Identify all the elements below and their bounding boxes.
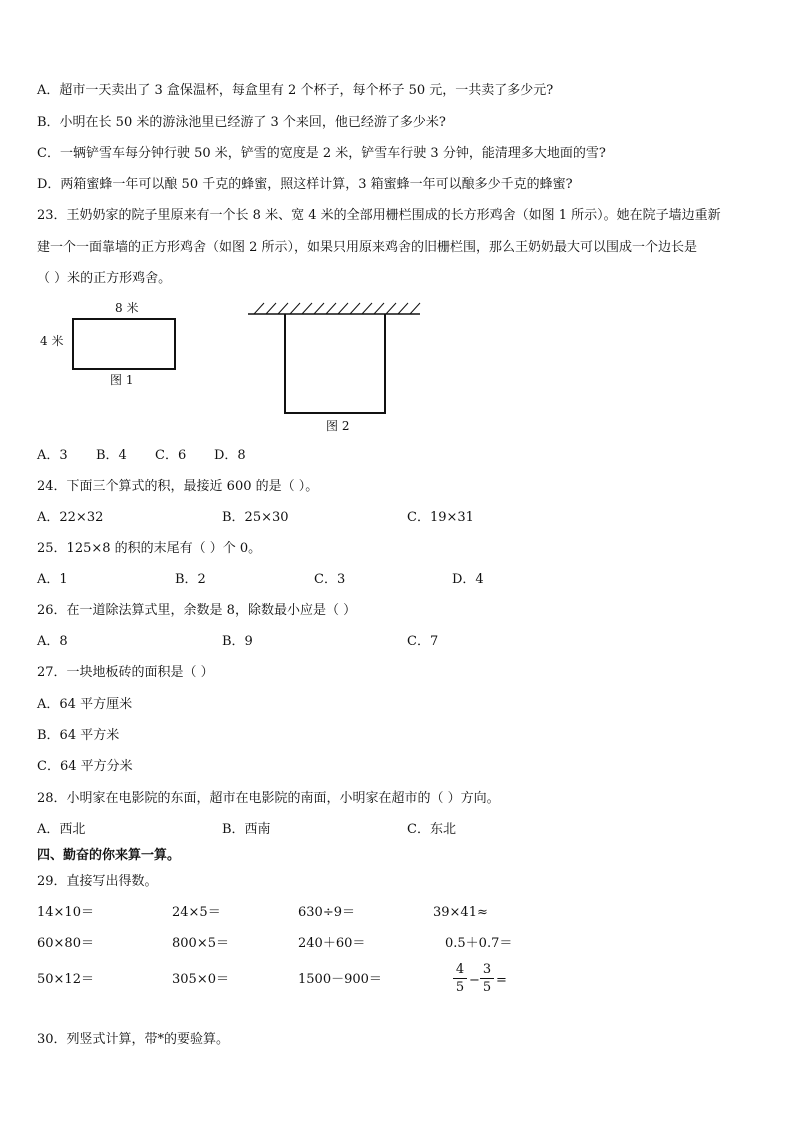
q29-item: 240＋60＝ xyxy=(298,936,366,951)
q25-stem: 25．125×8 的积的末尾有（ ）个 0。 xyxy=(37,541,262,556)
q25-option-d: D．4 xyxy=(452,572,484,587)
q29-item: 630÷9＝ xyxy=(298,905,355,920)
q23-stem-line2: 建一个一面靠墙的正方形鸡舍（如图 2 所示），如果只用原来鸡舍的旧栅栏围，那么王奶奶最大可以围成一个边长是 xyxy=(37,240,698,255)
figure-1 xyxy=(40,298,200,390)
q24-stem: 24．下面三个算式的积，最接近 600 的是（ ）。 xyxy=(37,479,319,494)
q23-option-d: D．8 xyxy=(214,448,246,463)
q27-option-b: B．64 平方米 xyxy=(37,728,120,743)
fig2-wall-square xyxy=(246,300,426,418)
q23-option-c: C．6 xyxy=(155,448,187,463)
fraction-4-5 xyxy=(453,962,467,995)
q25-option-a: A．1 xyxy=(37,572,68,587)
q22-option-d: D．两箱蜜蜂一年可以酿 50 千克的蜂蜜，照这样计算，3 箱蜜蜂一年可以酿多少千克的蜂蜜? xyxy=(37,177,573,192)
q25-option-c: C．3 xyxy=(314,572,346,587)
q29-item: 305×0＝ xyxy=(172,972,229,987)
fig2-caption: 图 2 xyxy=(326,419,350,433)
q28-option-a: A．西北 xyxy=(37,822,86,837)
q25-option-b: B．2 xyxy=(175,572,206,587)
fig1-rectangle xyxy=(72,318,176,370)
fig1-caption: 图 1 xyxy=(110,373,134,387)
q26-option-c: C．7 xyxy=(407,634,439,649)
q26-stem: 26．在一道除法算式里，余数是 8，除数最小应是（ ） xyxy=(37,603,357,618)
denominator: 5 xyxy=(455,980,465,995)
numerator: 3 xyxy=(482,962,492,977)
q27-option-a: A．64 平方厘米 xyxy=(37,697,133,712)
section-4-title: 四、勤奋的你来算一算。 xyxy=(37,848,181,863)
figure-2 xyxy=(246,300,426,436)
equals-sign: = xyxy=(496,973,507,988)
q22-option-b: B．小明在长 50 米的游泳池里已经游了 3 个来回，他已经游了多少米? xyxy=(37,115,446,130)
q28-option-c: C．东北 xyxy=(407,822,456,837)
q29-item: 800×5＝ xyxy=(172,936,229,951)
q24-option-b: B．25×30 xyxy=(222,510,289,525)
q29-item: 14×10＝ xyxy=(37,905,94,920)
q28-stem: 28．小明家在电影院的东面，超市在电影院的南面，小明家在超市的（ ）方向。 xyxy=(37,791,500,806)
q24-option-a: A．22×32 xyxy=(37,510,104,525)
q23-stem-line1: 23．王奶奶家的院子里原来有一个长 8 米、宽 4 米的全部用栅栏围成的长方形鸡舍（如图 1 所示）。她在院子墙边重新 xyxy=(37,208,721,223)
q29-item: 60×80＝ xyxy=(37,936,94,951)
q24-option-c: C．19×31 xyxy=(407,510,474,525)
q23-option-b: B．4 xyxy=(96,448,127,463)
q29-item: 50×12＝ xyxy=(37,972,94,987)
fig1-width-label: 4 米 xyxy=(40,334,64,348)
fig1-length-label: 8 米 xyxy=(115,301,139,315)
q29-fraction-expression xyxy=(453,962,513,1002)
q27-option-c: C．64 平方分米 xyxy=(37,759,133,774)
q28-option-b: B．西南 xyxy=(222,822,271,837)
q26-option-a: A．8 xyxy=(37,634,68,649)
fraction-bar xyxy=(453,978,467,979)
numerator: 4 xyxy=(455,962,465,977)
fraction-bar xyxy=(480,978,494,979)
q23-option-a: A．3 xyxy=(37,448,68,463)
q29-item: 0.5＋0.7＝ xyxy=(445,936,513,951)
q22-option-c: C．一辆铲雪车每分钟行驶 50 米，铲雪的宽度是 2 米，铲雪车行驶 3 分钟，能清理多大地面的雪? xyxy=(37,146,606,161)
q26-option-b: B．9 xyxy=(222,634,253,649)
q22-option-a: A．超市一天卖出了 3 盒保温杯，每盒里有 2 个杯子，每个杯子 50 元，一共卖了多少元? xyxy=(37,83,554,98)
q23-stem-line3: （ ）米的正方形鸡舍。 xyxy=(37,271,172,286)
q27-stem: 27．一块地板砖的面积是（ ） xyxy=(37,665,214,680)
minus-sign: − xyxy=(469,973,480,988)
q29-item: 1500－900＝ xyxy=(298,972,382,987)
q30-stem: 30．列竖式计算，带*的要验算。 xyxy=(37,1032,230,1047)
q29-stem: 29．直接写出得数。 xyxy=(37,874,158,889)
denominator: 5 xyxy=(482,980,492,995)
q29-item: 39×41≈ xyxy=(433,905,488,920)
q29-item: 24×5＝ xyxy=(172,905,221,920)
fraction-3-5 xyxy=(480,962,494,995)
